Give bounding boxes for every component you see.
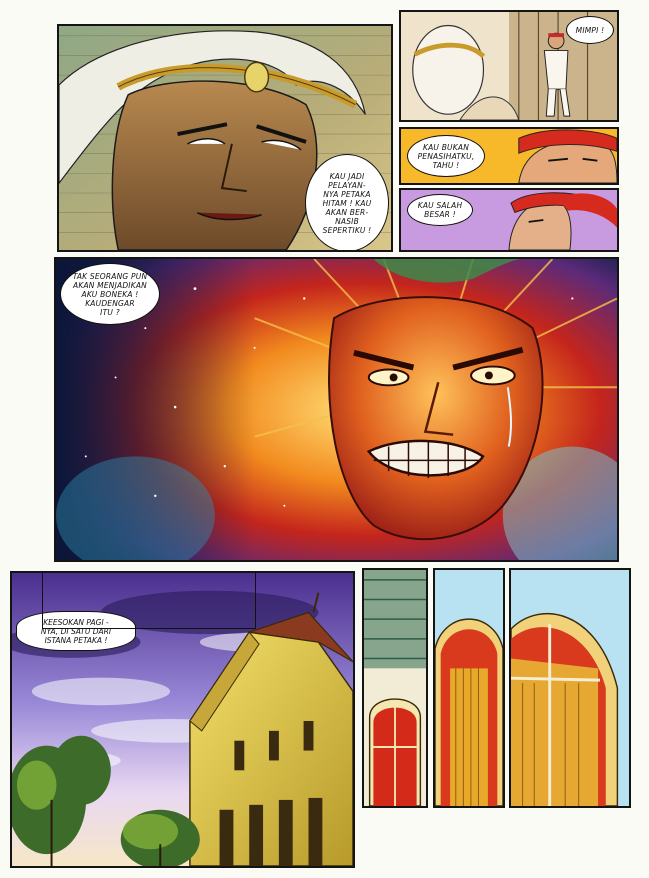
speech-bubble: TAK SEORANG PUN AKAN MENJADIKAN AKU BONEKA ! KAUDENGAR ITU ? [60,263,160,325]
panel-2 [399,10,619,122]
caption-box-frame [42,571,256,629]
panel-3 [399,127,619,185]
speech-bubble: MIMPI ! [566,16,614,44]
panel-7-art [364,570,426,806]
panel-9 [509,568,631,808]
speech-bubble: KAU JADI PELAYAN- NYA PETAKA HITAM ! KAU AKAN BER- NASIB SEPERTIKU ! [305,154,389,252]
narration-caption: KEESOKAN PAGI - NYA, DI SATU DARI ISTANA PETAKA ! [16,611,136,651]
panel-7 [362,568,428,808]
panel-8 [433,568,505,808]
panel-8-art [435,570,503,806]
panel-5 [54,257,619,562]
panel-9-art [511,570,629,806]
panel-4 [399,188,619,252]
panel-1 [57,24,393,252]
speech-bubble: KAU SALAH BESAR ! [407,194,473,226]
speech-bubble: KAU BUKAN PENASIHATKU, TAHU ! [407,135,485,177]
